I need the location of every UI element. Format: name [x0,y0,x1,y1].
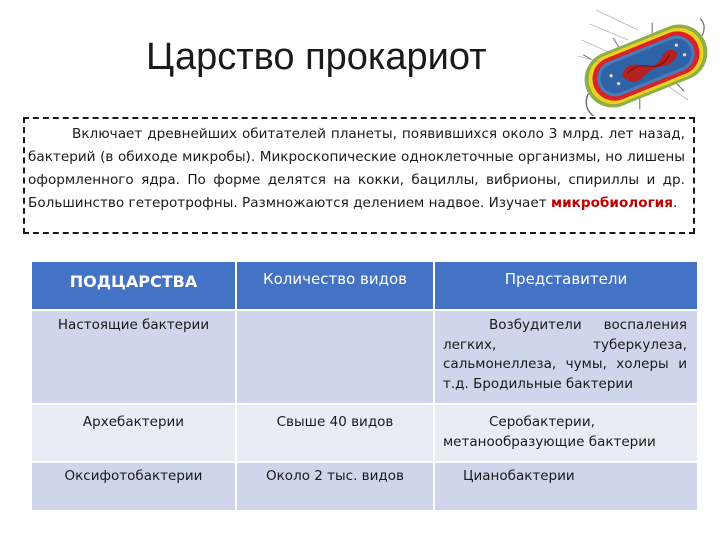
subkingdom-cell: Оксифотобактерии [32,462,236,510]
table-row [32,310,697,404]
representatives-cell: Цианобактерии [434,462,697,510]
bacterium-cell-icon [568,0,720,116]
header-subkingdoms: ПОДЦАРСТВА [32,262,236,310]
table-header-row [32,262,697,310]
subkingdom-cell: Архебактерии [32,404,236,462]
species-count-cell [236,310,434,404]
header-representatives: Представители [434,262,697,310]
header-species-count: Количество видов [236,262,434,310]
table-row [32,404,697,462]
subkingdoms-table [32,262,697,510]
intro-highlight: микробиология [551,195,673,211]
intro-tail: . [672,195,678,211]
intro-text: Включает древнейших обитателей планеты, появившихся около 3 млрд. лет назад, бактерий (в обиходе микробы). Микроскопические одноклеточные организмы, но лишены оформленного ядра. По форме делятся на кокки, бациллы, вибрионы, спириллы и др. Большинство гетеротрофны. Размножаются делением надвое. Изучает [28,126,685,211]
representatives-cell: Возбудители воспаления легких, туберкулеза, сальмонеллеза, чумы, холеры и т.д. Бродильные бактерии [434,310,697,404]
species-count-cell: Около 2 тыс. видов [236,462,434,510]
page-title: Царство прокариот [146,36,487,78]
species-count-cell: Свыше 40 видов [236,404,434,462]
subkingdom-cell: Настоящие бактерии [32,310,236,404]
intro-paragraph [23,117,695,234]
table-row [32,462,697,510]
representatives-cell: Серобактерии, метанообразующие бактерии [434,404,697,462]
